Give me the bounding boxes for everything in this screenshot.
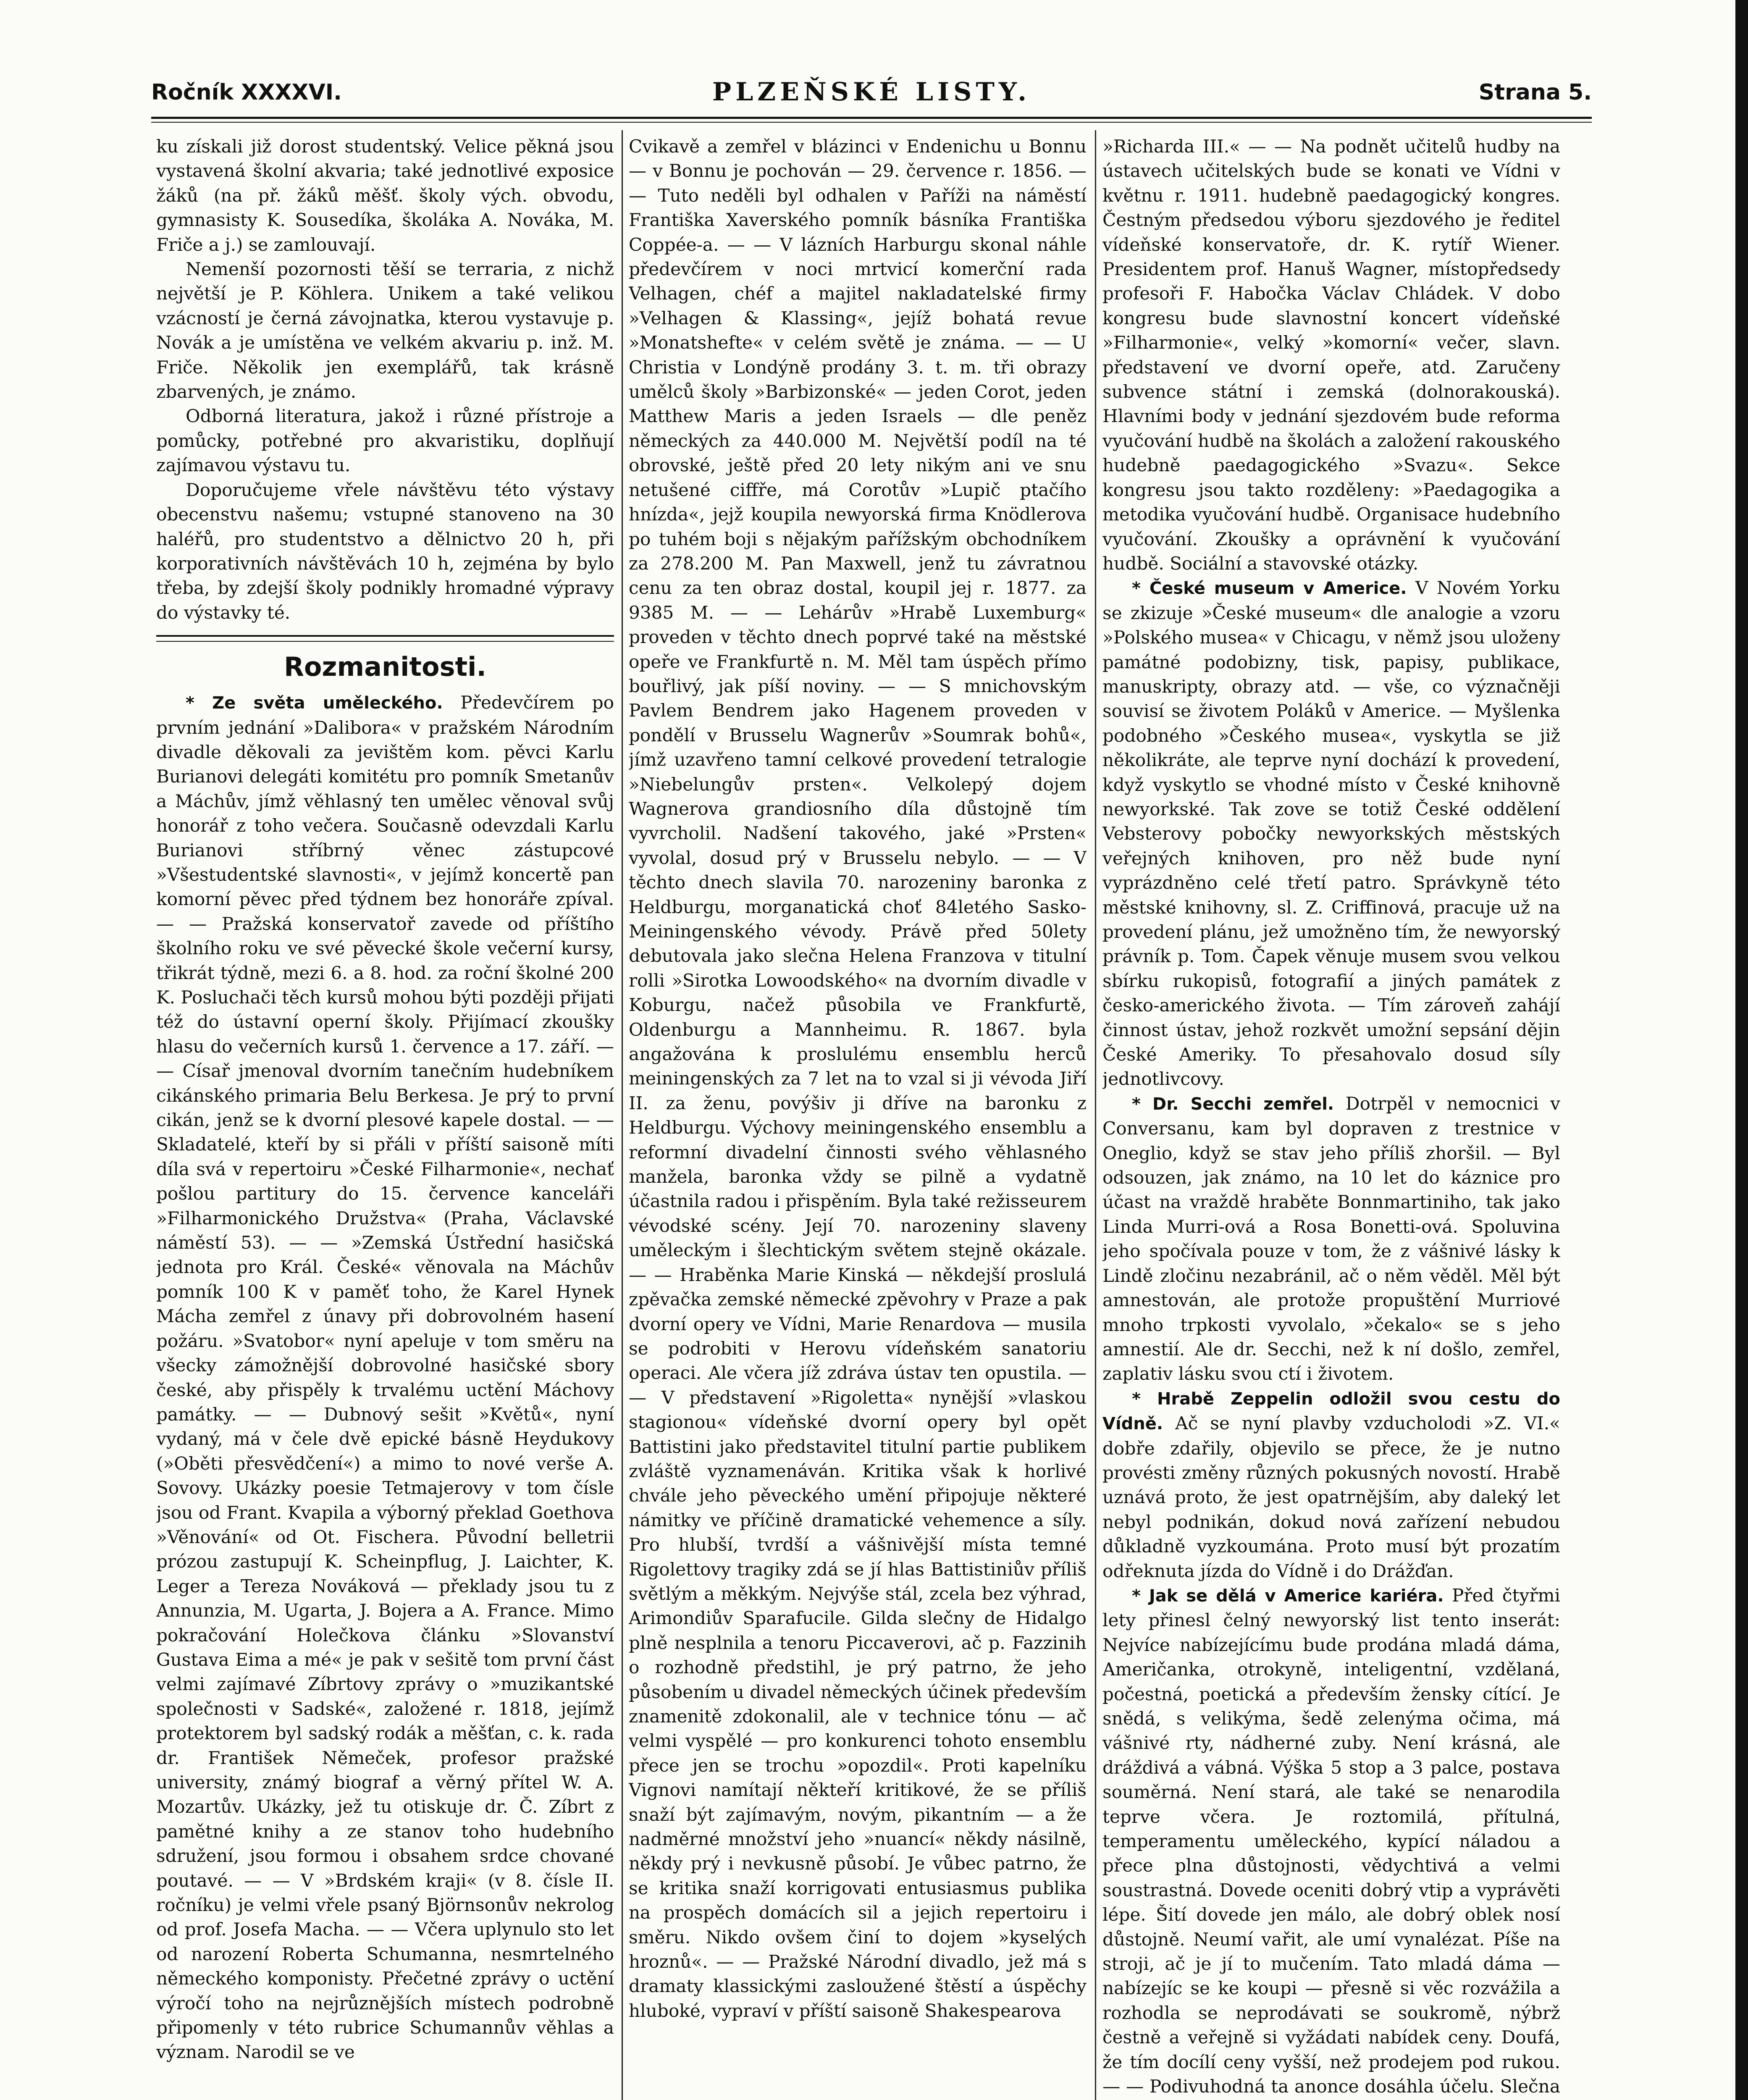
scan-edge: [1735, 0, 1748, 2100]
column-divider: [1095, 130, 1096, 2100]
article: [1102, 1092, 1560, 1386]
paragraph: »Richarda III.« — — Na podnět učitelů hudby na ústavech učitelských bude se konati ve Vídni v květnu r. 1911. hudebně paedagogický kongres. Čestným předsedou výboru sjezdového je ředitel vídeňské konservatoře, dr. K. rytíř Wiener. Presidentem prof. Hanuš Wagner, místopředsedy profesoři F. Habočka Václav Chládek. V dobo kongresu bude slavnostní koncert vídeňské »Filharmonie«, velký »komorní« večer, slavn. představení ve dvorní opeře, atd. Zaručeny subvence státní i zemská (dolnorakouská). Hlavními body v jednání sjezdovém bude reforma vyučování hudbě na školách a založení rakouského hudebně paedagogického »Svazu«. Sekce kongresu jsou takto rozděleny: »Paedagogika a metodika vyučování hudbě. Organisace hudebního vyučování. Zkoušky a oprávnění k vyučování hudbě. Sociální a stavovské otázky.: [1102, 136, 1560, 574]
paragraph: Doporučujeme vřele návštěvu této výstavy obecenstvu našemu; vstupné stanoveno na 30 haléřů, pro studentstvo a dělnictvo 20 h, při korporativních návštěvách 10 h, zejména by bylo třeba, by zdejší školy podnikly hromadné výpravy do výstavky té.: [156, 479, 614, 623]
article-heading: * Ze světa uměleckého.: [186, 693, 443, 713]
article: [1102, 576, 1560, 1092]
column-3: [1102, 134, 1560, 2100]
page-number: Strana 5.: [1478, 80, 1592, 105]
article: [156, 690, 614, 2065]
paragraph: Nemenší pozornosti těší se terraria, z nichž největší je P. Köhlera. Unikem a také velikou vzácností je černá závojnatka, kterou vystavuje p. Novák a je umístěna ve velkém akvariu p. inž. M. Friče. Několik jen exemplářů, tak krásně zbarvených, je známo.: [156, 259, 614, 402]
article-heading: * Dr. Secchi zemřel.: [1132, 1094, 1334, 1114]
article-body: Před čtyřmi lety přinesl čelný newyorský list tento inserát: Nejvíce nabízejícímu bude prodána mladá dáma, Američanka, otrokyně, inteligentní, vzdělaná, počestná, poetická a především žensky cítící. Je snědá, s velikýma, šedě zelenýma očima, má vášnivé rty, nádherné zuby. Není krásná, ale dráždivá a vábná. Výška 5 stop a 3 palce, postava souměrná. Není stará, ale také se nenarodila teprve včera. Je roztomilá, přítulná, temperamentu uměleckého, kypící náladou a přece plna důstojnosti, vědychtivá a velmi soustrastná. Dovede oceniti dobrý vtip a vyprávěti lépe. Šití dovede jen málo, ale dobrý oblek nosí důstojně. Neumí vařit, ale umí vynalézat. Píše na stroji, ač je jí to mučením. Tato mladá dáma — nabízejíc se ke koupi — přesně si věc rozvážila a rozhodla se neprodávati se soukromě, nýbrž čestně a veřejně si vyžádati nabídek ceny. Doufá, že tím docílí ceny vyšší, než prodejem pod rukou. — — Podivuhodná ta anonce dosáhla účelu. Slečna: [1102, 1585, 1560, 2097]
article-body: Ač se nyní plavby vzducholodi »Z. VI.« dobře zdařily, objevilo se přece, že je nutno provésti změny různých pokusných novostí. Hrabě uznává proto, že jest opatrnějším, aby daleký let nebyl podnikán, dokud nová zařízení nebudou důkladně vyzkoumána. Proto musí být prozatím odřeknuta jízda do Vídně i do Drážďan.: [1102, 1413, 1560, 1581]
section-rule: [156, 635, 614, 637]
article-heading: * České museum v Americe.: [1132, 579, 1407, 598]
article-heading: * Jak se dělá v Americe kariéra.: [1132, 1586, 1444, 1606]
section-rule-thin: [156, 641, 614, 642]
article-heading: * Hrabě Zeppelin odložil svou cestu do Vídně.: [1102, 1389, 1560, 1434]
column-1: [156, 134, 614, 2100]
article: [1102, 1583, 1560, 2100]
newspaper-title: PLZEŇSKÉ LISTY.: [712, 77, 1031, 107]
header-rule: [151, 117, 1592, 119]
section-title: Rozmanitosti.: [284, 651, 486, 682]
column-divider: [622, 130, 623, 2100]
header-rule-thin: [151, 122, 1592, 123]
article-body: Předevčírem po prvním jednání »Dalibora« v pražském Národním divadle děkovali za jevištěm kom. pěvci Karlu Burianovi delegáti komitétu pro pomník Smetanův a Máchův, jímž věhlasný ten umělec věnoval svůj honorář z toho večera. Současně odevzdali Karlu Burianovi stříbrný věnec zástupcové »Všestudentské slavnosti«, v jejímž koncertě pan komorní pěvec před týdnem bez honoráře zpíval. — — Pražská konservatoř zavede od příštího školního roku ve své pěvecké škole večerní kursy, třikrát týdně, mezi 6. a 8. hod. za roční školné 200 K. Posluchači těch kursů mohou býti později přijati též do ústavní operní školy. Přijímací zkoušky hlasu do večerních kursů 1. července a 17. září. — — Císař jmenoval dvorním tanečním hudebníkem cikánského primaria Belu Berkesa. Je prý to první cikán, jenž se k dvorní plesové kapele dostal. — — Skladatelé, kteří by si přáli v příští saisoně míti díla svá v repertoiru »České Filharmonie«, nechať pošlou partitury do 15. července kanceláři »Filharmonického Družstva« (Praha, Václavské náměstí 53). — — »Zemská Ústřední hasičská jednota pro Král. České« věnovala na Máchův pomník 100 K v paměť toho, že Karel Hynek Mácha zemřel z únavy při dobrovolném hasení požáru. »Svatobor« nyní apeluje v tom směru na všecky zámožnější dobrovolné hasičské sbory české, aby přispěly k trvalému uctění Máchovy památky. — — Dubnový sešit »Květů«, nyní vydaný, má v čele dvě epické básně Heydukovy (»Oběti přesvědčení«) a mimo to nové verše A. Sovovy. Ukázky poesie Tetmajerovy v tom čísle jsou od Frant. Kvapila a výborný překlad Goethova »Věnování« od Ot. Fischera. Původní belletrii prózou zastupují K. Scheinpflug, J. Laichter, K. Leger a Tereza Nováková — překlady jsou tu z Annunzia, M. Ugarta, J. Bojera a A. France. Mimo pokračování Holečkova článku »Slovanství Gustava Eima a mé« je pak v sešitě tom první část velmi zajímavé Zíbrtovy zprávy o »muzikantské společnosti v Sadské«, založené r. 1818, jejímž protektorem byl sadský rodák a měšťan, c. k. rada dr. František Němeček, profesor pražské university, známý biograf a věrný přítel W. A. Mozartův. Ukázky, jež tu otiskuje dr. Č. Zíbrt z pamětné knihy a ze stanov toho hudebního sdružení, jsou formou i obsahem srdce chované poutavé. — — V »Brdském kraji« (v 8. čísle II. ročníku) je velmi vřele psaný Björnsonův nekrolog od prof. Josefa Macha. — — Včera uplynulo sto let od narození Roberta Schumanna, nesmrtelného německého komponisty. Přečetné zprávy o uctění výročí toho na nejrůznějších místech podrobně připomenly v této rubrice Schumannův věhlas a význam. Narodil se ve: [156, 692, 614, 2063]
volume-label: Ročník XXXXVI.: [151, 80, 342, 105]
article: [1102, 1386, 1560, 1583]
paragraph: ku získali již dorost studentský. Velice pěkná jsou vystavená školní akvaria; také jednotlivé exposice žáků (na př. žáků měšť. školy vých. obvodu, gymnasisty K. Sousedíka, školáka A. Nováka, M. Friče a j.) se zamlouvají.: [156, 136, 614, 255]
column-2: [629, 134, 1087, 2100]
paragraph: Odborná literatura, jakož i různé přístroje a pomůcky, potřebné pro akvaristiku, doplňují zajímavou výstavu tu.: [156, 406, 614, 476]
paragraph: Cvikavě a zemřel v blázinci v Endenichu u Bonnu — v Bonnu je pochován — 29. července r. 1856. — — Tuto neděli byl odhalen v Paříži na náměstí Františka Xaverského pomník básníka Františka Coppée-a. — — V lázních Harburgu skonal náhle předevčírem v noci mrtvicí komerční rada Velhagen, chéf a majitel nakladatelské firmy »Velhagen & Klassing«, jejíž bohatá revue »Monatshefte« v celém světě je známa. — — U Christia v Londýně prodány 3. t. m. tři obrazy umělců školy »Barbizonské« — jeden Corot, jeden Matthew Maris a jeden Israels — dle peněz německých za 440.000 M. Největší podíl na té obrovské, ještě před 20 lety nikým ani ve snu netušené ciffře, má Corotův »Lupič ptačího hnízda«, jejž koupila newyorská firma Knödlerova po tuhém boji s nějakým pařížským obchodníkem za 278.200 M. Pan Maxwell, jenž tu závratnou cenu za ten obraz dostal, koupil jej r. 1877. za 9385 M. — — Lehárův »Hrabě Luxemburg« proveden v těchto dnech poprvé také na městské opeře ve Frankfurtě n. M. Měl tam úspěch přímo bouřlivý, jak píší noviny. — — S mnichovským Pavlem Bendrem jako Hagenem proveden v pondělí v Brusselu Wagnerův »Soumrak bohů«, jímž uzavřeno tamní celkové provedení tetralogie »Niebelungův prsten«. Velkolepý dojem Wagnerova grandiosního díla důstojně tím vyvrcholil. Nadšení takového, jaké »Prsten« vyvolal, dosud prý v Brusselu nebylo. — — V těchto dnech slavila 70. narozeniny baronka z Heldburgu, morganatická choť 84letého Sasko-Meiningenského vévody. Právě před 50lety debutovala jako slečna Helena Franzova v titulní rolli »Sirotka Lowoodského« na dvorním divadle v Koburgu, načež působila ve Frankfurtě, Oldenburgu a Mannheimu. R. 1867. byla angažována k proslulému ensemblu herců meiningenských za 7 let na to vzal si ji vévoda Jiří II. za ženu, povýšiv ji dříve na baronku z Heldburgu. Výchovy meiningenského ensemblu a reformní divadelní činnosti svého věhlasného manžela, baronka vždy se pilně a vydatně účastnila radou i přispěním. Byla také režisseurem vévodské scény. Její 70. narozeniny slaveny uměleckým i šlechtickým světem stejně okázale. — — Hraběnka Marie Kinská — někdejší proslulá zpěvačka zemské německé zpěvohry v Praze a pak dvorní opery ve Vídni, Marie Renardova — musila se podrobiti v Herovu vídeňském sanatoriu operaci. Ale včera jíž zdráva ústav ten opustila. — — V představení »Rigoletta« nynější »vlaskou stagionou« vídeňské dvorní opery byl opět Battistini jako představitel titulní partie publikem zvláště vyznamenáván. Kritika však k horlivé chvále jeho pěveckého umění připojuje některé námitky ve příčině dramatické vehemence a síly. Pro hlubší, tvrdší a vášnivější místa temné Rigolettovy tragiky zdá se jí hlas Battistiniův příliš světlým a měkkým. Nejvýše stál, zcela bez výhrad, Arimondiův Sparafucile. Gilda slečny de Hidalgo plně nesplnila a tenoru Piccaverovi, ač p. Fazzinih o rozhodně předstihl, je prý patrno, že jeho působením u divadel německých účinek především znamenitě zdokonalil, ale v technice tónu — ač velmi vyspělé — pro konkurenci tohoto ensemblu přece jen se trochu »opozdil«. Proti kapelníku Vignovi namítají někteří kritikové, že se příliš snaží být zajímavým, novým, pikantním — a že nadměrné množství jeho »nuancí« někdy násilně, někdy prý i nevkusně působí. Je vůbec patrno, že se kritika snaží korrigovati entusiasmus publika na prospěch domácích sil a jejich repertoiru i směru. Nikdo ovšem činí to dojem »kyselých hroznů«. — — Pražské Národní divadlo, jež má s dramaty klassickými zasloužené štěstí a úspěchy hluboké, vypraví v příští saisoně Shakespearova: [629, 136, 1087, 2021]
article-body: V Novém Yorku se zkizuje »České museum« dle analogie a vzoru »Polského musea« v Chicagu, v němž jsou uloženy památné podobizny, tisk, papisy, publikace, manuskripty, obrazy atd. — vše, co význačněji souvisí se životem Poláků v Americe. — Myšlenka podobného »Českého musea«, vyskytla se již několikráte, ale teprve nyní dochází k provedení, když vyskytlo se vhodné místo v České knihovně newyorkské. Tak zove se totiž České oddělení Vebsterovy pobočky newyorkských městských veřejných knihoven, pro něž bude nyní vyprázdněno celé třetí patro. Správkyně této městské knihovny, sl. Z. Criffinová, pracuje už na provedení plánu, jež umožněno tím, že newyorský právník p. Tom. Čapek věnuje musem svou velkou sbírku rukopisů, fotografií a jiných památek z česko-amerického života. — Tím zároveň zahájí činnost ústav, jehož rozkvět umožní sepsání dějin České Ameriky. To přesahovalo dosud síly jednotlivcovy.: [1102, 578, 1560, 1089]
page-header: [151, 77, 1592, 109]
article-body: Dotrpěl v nemocnici v Conversanu, kam byl dopraven z trestnice v Oneglio, když se stav jeho příliš zhoršil. — Byl odsouzen, jak známo, na 10 let do káznice pro účast na vraždě hraběte Bonnmartiniho, tak jako Linda Murri-ová a Rosa Bonetti-ová. Spoluvina jeho spočívala pouze v tom, že z vášnivé lásky k Lindě zločinu nezabránil, ač o něm věděl. Měl být amnestován, ale protože propuštění Murriové mnoho trpkosti vyvolalo, »čekalo« se s jeho amnestií. Ale dr. Secchi, než k ní došlo, zemřel, zaplativ lásku svou ctí i životem.: [1102, 1093, 1560, 1384]
